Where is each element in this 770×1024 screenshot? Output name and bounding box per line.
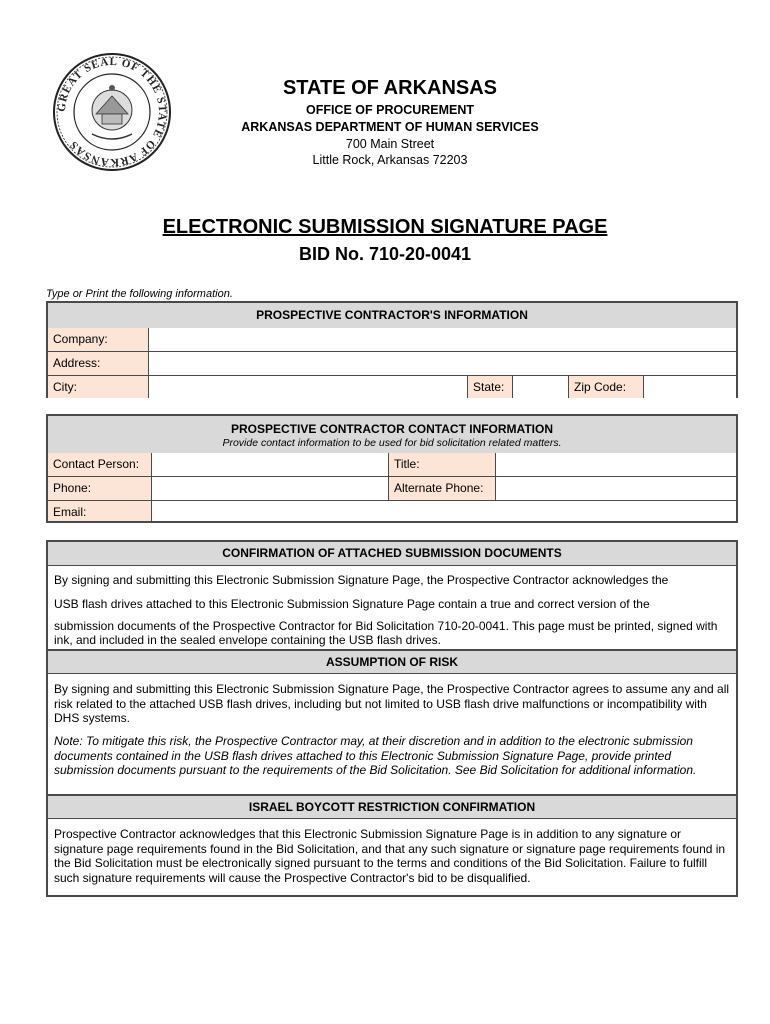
address-row [48,352,736,376]
company-label: Company: [48,328,149,351]
zip-label: Zip Code: [569,376,644,398]
contractor-info-section [46,301,738,398]
confirmation-line-2: USB flash drives attached to this Electronic Submission Signature Page contain a true and correct version of the [54,597,650,611]
city-label: City: [48,376,149,398]
address-field[interactable] [149,352,736,375]
email-field[interactable] [152,501,736,521]
boycott-heading: ISRAEL BOYCOTT RESTRICTION CONFIRMATION [48,794,736,819]
terms-section [46,540,738,897]
company-row [48,328,736,352]
risk-heading: ASSUMPTION OF RISK [48,649,736,674]
bid-number: BID No. 710-20-0041 [298,244,472,264]
phone-field[interactable] [152,477,389,500]
state-seal-logo [52,52,172,172]
confirmation-heading: CONFIRMATION OF ATTACHED SUBMISSION DOCUMENTS [48,542,736,566]
confirmation-line-3: submission documents of the Prospective Contractor for Bid Solicitation 710-20-0041. This page must be printed, signed with ink, and included in the sealed envelope containing the USB flash drives. [54,619,718,647]
zip-field[interactable] [644,376,736,398]
state-label: State: [468,376,513,398]
city-address: Little Rock, Arkansas 72203 [312,153,468,167]
city-row [48,376,736,398]
state-title: STATE OF ARKANSAS [282,77,498,99]
instruction-text: Type or Print the following information. [46,288,233,300]
alt-phone-field[interactable] [496,477,736,500]
street-address: 700 Main Street [345,137,435,151]
address-label: Address: [48,352,149,375]
document-title: ELECTRONIC SUBMISSION SIGNATURE PAGE [162,216,608,238]
phone-label: Phone: [48,477,152,500]
contact-info-subheading: Provide contact information to be used for bid solicitation related matters. [222,437,562,449]
confirmation-line-1: By signing and submitting this Electronic Submission Signature Page, the Prospective Contractor acknowledges the [54,573,669,587]
boycott-text: Prospective Contractor acknowledges that this Electronic Submission Signature Page is in addition to any signature or signature page requirements found in the Bid Solicitation, and that any such signature or signature page requirements found in the Bid Solicitation must be electronically signed pursuant to the terms and conditions of the Bid Solicitation. Failure to fulfill such signature requirements will cause the Prospective Contractor's bid to be disqualified. [54,827,726,885]
company-field[interactable] [149,328,736,351]
email-row [48,501,736,521]
alt-phone-label: Alternate Phone: [389,477,496,500]
title-label: Title: [389,453,496,476]
contact-info-heading: PROSPECTIVE CONTRACTOR CONTACT INFORMATION [231,422,553,436]
contact-person-field[interactable] [152,453,389,476]
contact-info-section [46,414,738,523]
contact-person-row [48,453,736,477]
risk-note: Note: To mitigate this risk, the Prospective Contractor may, at their discretion and in addition to the electronic submission documents contained in the USB flash drives attached to this Electronic Submission Signature Page, provide printed submission documents pursuant to the requirements of the Bid Solicitation. See Bid Solicitation for additional information. [54,734,697,777]
office-name: OFFICE OF PROCUREMENT [305,103,475,117]
contact-person-label: Contact Person: [48,453,152,476]
email-label: Email: [48,501,152,521]
contractor-info-heading: PROSPECTIVE CONTRACTOR'S INFORMATION [48,303,736,329]
city-field[interactable] [149,376,468,398]
phone-row [48,477,736,501]
seal-text: GREAT SEAL OF THE STATE OF ARKANSAS [55,55,169,169]
risk-text: By signing and submitting this Electronic Submission Signature Page, the Prospective Contractor agrees to assume any and all risk related to the attached USB flash drives, including but not limited to USB flash drive malfunctions or incompatibility with DHS systems. [54,682,730,725]
contact-info-header [48,416,736,454]
department-name: ARKANSAS DEPARTMENT OF HUMAN SERVICES [241,120,539,134]
state-field[interactable] [513,376,569,398]
title-field[interactable] [496,453,736,476]
